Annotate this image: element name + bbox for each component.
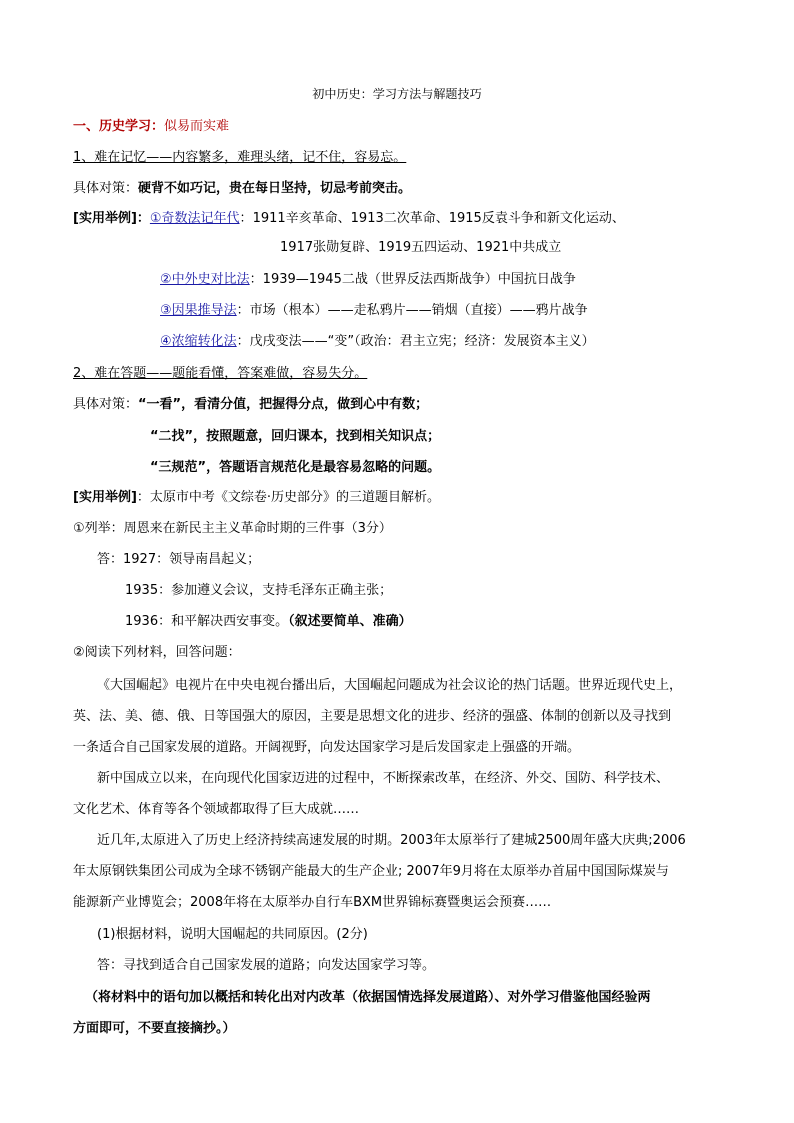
- strategy-text: 硬背不如巧记，贵在每日坚持，切忌考前突击。: [138, 181, 412, 196]
- answer-1936: 1936：和平解决西安事变。: [125, 614, 289, 629]
- answer-note-line1: （将材料中的语句加以概括和转化出对内改革（依据国情选择发展道路）、对外学习借鉴他国经验两: [85, 990, 651, 1005]
- method-comparison: ②中外史对比法: [160, 272, 250, 287]
- section-heading-number: 一、: [73, 119, 100, 134]
- method-condense-text: 戊戌变法——“变”（政治：君主立宪；经济：发展资本主义）: [249, 334, 595, 349]
- material-3-line3: 能源新产业博览会；2008年将在太原举办自行车BXM世界锦标赛暨奥运会预赛……: [73, 895, 552, 910]
- strategy-find: “二找”，按照题意，回归课本，找到相关知识点；: [150, 429, 441, 444]
- answer-1-line1: [97, 550, 260, 570]
- strategy-look: “一看”，看清分值，把握得分点，做到心中有数；: [138, 397, 429, 412]
- example-text: ：太原市中考《文综卷·历史部分》的三道题目解析。: [136, 490, 441, 505]
- strategy-label: 具体对策：: [73, 397, 139, 412]
- answer-1936-row: [125, 612, 412, 632]
- answer-1935: 1935：参加遵义会议，支持毛泽东正确主张；: [125, 583, 393, 598]
- question-1: ①列举：周恩来在新民主主义革命时期的三件事（3分）: [73, 521, 392, 536]
- point-1-heading: 1、难在记忆——内容繁多，难理头绪，记不住，容易忘。: [73, 150, 407, 165]
- section-heading-sub: 似易而实难: [164, 119, 230, 134]
- method-odd-years-line1: 1911辛亥革命、1913二次革命、1915反袁斗争和新文化运动、: [252, 211, 625, 226]
- sub-question-1: (1)根据材料，说明大国崛起的共同原因。(2分): [97, 927, 368, 942]
- point-1-strategy: [73, 179, 411, 199]
- method-comparison-text: 1939—1945二战（世界反法西斯战争）中国抗日战争: [262, 272, 576, 287]
- method-separator: ：: [236, 303, 250, 318]
- point-2-heading: 2、难在答题——题能看懂，答案难做，容易失分。: [73, 366, 368, 381]
- method-causal: ③因果推导法: [160, 303, 237, 318]
- point-2-strategy-1: [73, 395, 428, 415]
- method-condense: ④浓缩转化法: [160, 334, 237, 349]
- material-2-line2: 文化艺术、体育等各个领域都取得了巨大成就……: [73, 802, 360, 817]
- method-odd-years-line2: 1917张勋复辟、1919五四运动、1921中共成立: [280, 240, 562, 255]
- material-2-line1: 新中国成立以来，在向现代化国家迈进的过程中，不断探索改革，在经济、外交、国防、科学技术、: [97, 771, 670, 786]
- example-label: [实用举例]：: [73, 211, 150, 226]
- example-2-row: [160, 270, 576, 290]
- question-2: ②阅读下列材料，回答问题：: [73, 645, 241, 660]
- material-1-line2: 英、法、美、德、俄、日等国强大的原因，主要是思想文化的进步、经济的强盛、体制的创新以及寻找到: [73, 709, 672, 724]
- example-label: [实用举例]: [73, 490, 137, 505]
- example-1-row: [73, 209, 625, 229]
- sub-answer-1: 答：寻找到适合自己国家发展的道路；向发达国家学习等。: [97, 958, 436, 973]
- strategy-standard: “三规范”，答题语言规范化是最容易忽略的问题。: [150, 460, 441, 475]
- method-separator: ：: [239, 211, 253, 226]
- material-3-line2: 年太原钢铁集团公司成为全球不锈钢产能最大的生产企业; 2007年9月将在太原举办首届中国国际煤炭与: [73, 864, 669, 879]
- material-3-line1: 近几年,太原进入了历史上经济持续高速发展的时期。2003年太原举行了建城2500周年盛大庆典;2006: [97, 833, 686, 848]
- example-3-row: [160, 301, 588, 321]
- method-odd-years: ①奇数法记年代: [149, 211, 240, 226]
- material-1-line1: 《大国崛起》电视片在中央电视台播出后，大国崛起问题成为社会议论的热门话题。世界近现代史上，: [97, 678, 683, 693]
- example-2-intro: [73, 488, 440, 508]
- page-title: 初中历史：学习方法与解题技巧: [312, 87, 482, 101]
- method-separator: ：: [249, 272, 263, 287]
- method-causal-text: 市场（根本）——走私鸦片——销烟（直接）——鸦片战争: [249, 303, 588, 318]
- strategy-label: 具体对策：: [73, 181, 139, 196]
- answer-note-line2: 方面即可，不要直接摘抄。）: [73, 1021, 236, 1036]
- method-separator: ：: [236, 334, 250, 349]
- answer-1927: 1927：领导南昌起义；: [123, 552, 261, 567]
- material-1-line3: 一条适合自己国家发展的道路。开阔视野，向发达国家学习是后发国家走上强盛的开端。: [73, 740, 581, 755]
- example-4-row: [160, 332, 595, 352]
- answer-note: （叙述要简单、准确）: [288, 614, 412, 629]
- section-heading-main: 历史学习：: [99, 119, 165, 134]
- section-heading: [73, 117, 229, 137]
- answer-label: 答：: [97, 552, 124, 567]
